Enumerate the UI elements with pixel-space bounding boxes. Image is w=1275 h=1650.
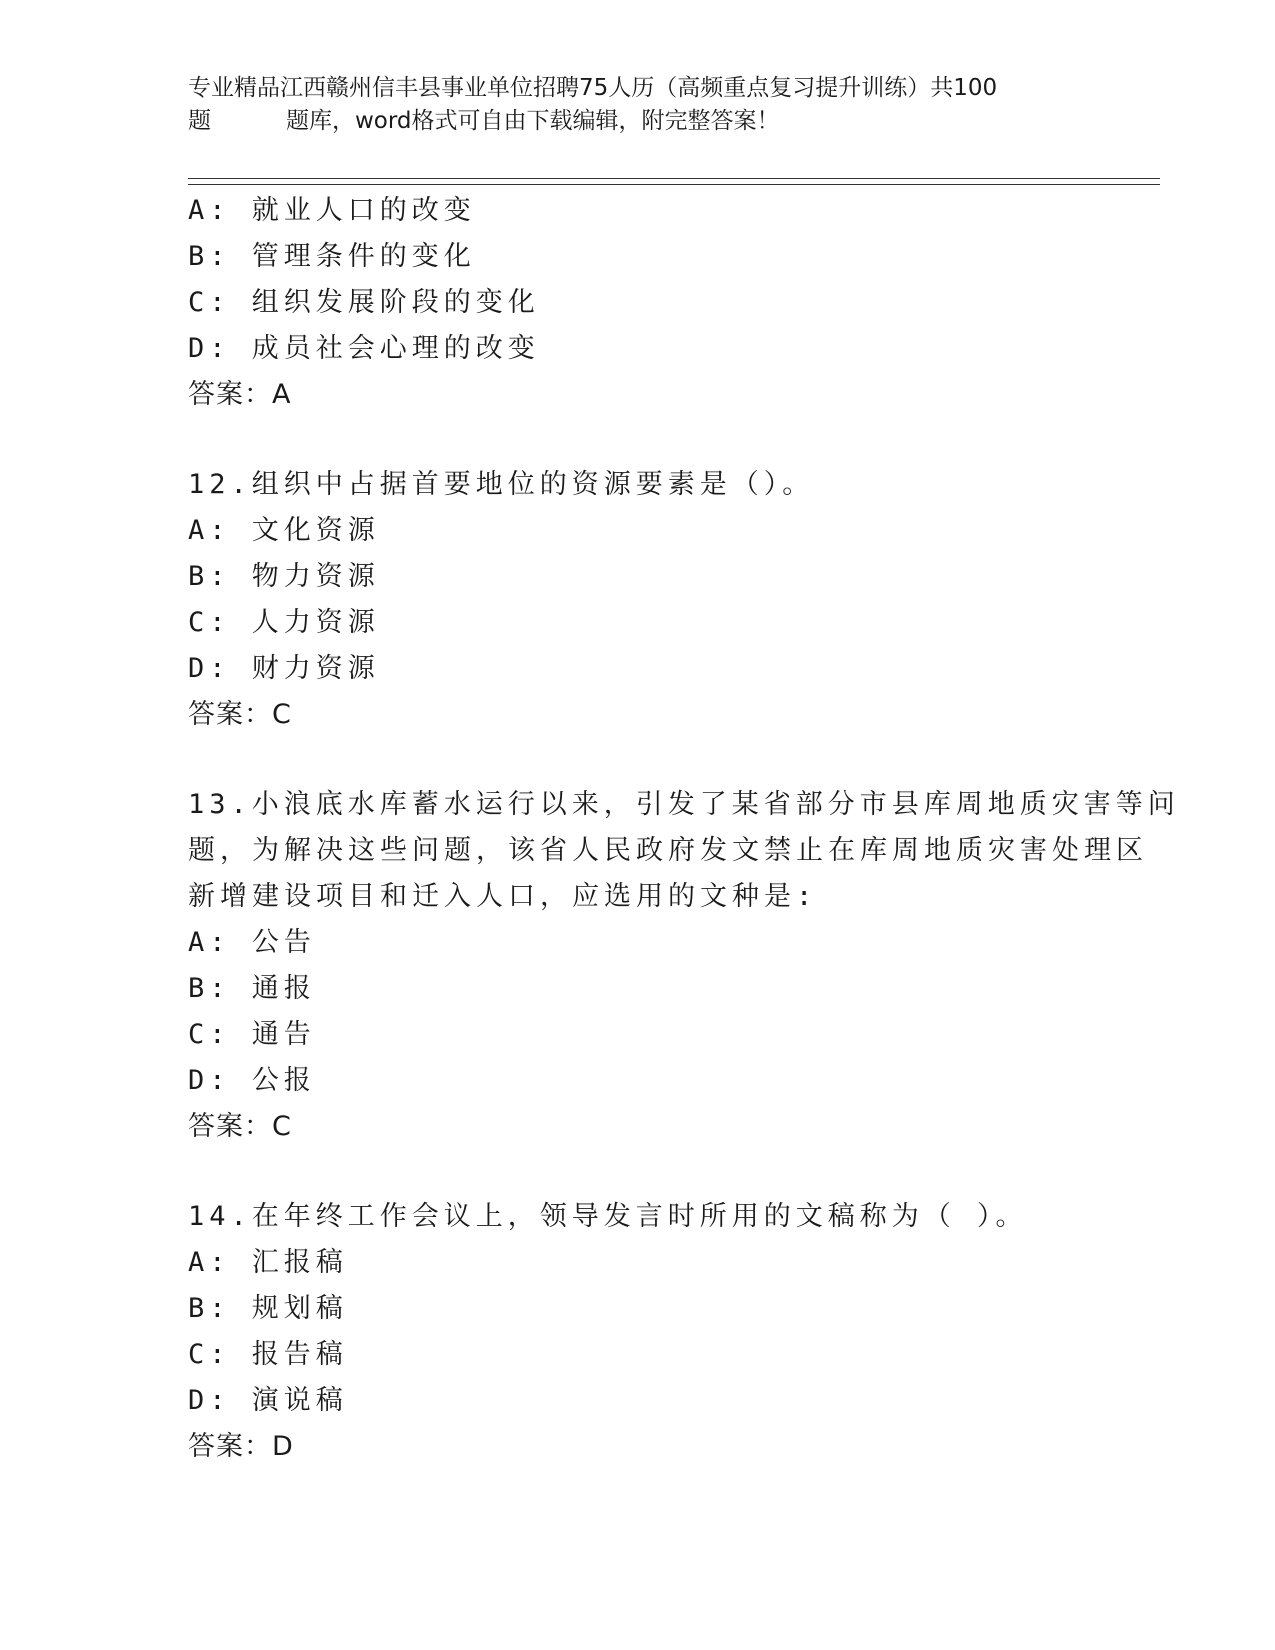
option-d: D: 演说稿 — [188, 1385, 348, 1416]
header-title-line2-left: 题 — [188, 108, 211, 134]
question-text: 12.组织中占据首要地位的资源要素是（）。 — [188, 469, 815, 500]
option-a: A: 公告 — [188, 927, 316, 958]
header-divider — [188, 178, 1160, 185]
option-b: B: 物力资源 — [188, 561, 380, 592]
answer-line: 答案：C — [188, 699, 292, 730]
option-c: C: 组织发展阶段的变化 — [188, 287, 540, 318]
option-c: C: 人力资源 — [188, 607, 380, 638]
answer-line: 答案：A — [188, 379, 292, 410]
option-a: A: 就业人口的改变 — [188, 195, 476, 226]
option-a: A: 汇报稿 — [188, 1247, 348, 1278]
option-c: C: 报告稿 — [188, 1339, 348, 1370]
question-item — [188, 782, 1180, 1150]
question-text: 14.在年终工作会议上，领导发言时所用的文稿称为（ ）。 — [188, 1201, 1028, 1232]
option-b: B: 通报 — [188, 973, 316, 1004]
header-title-line2 — [188, 105, 1088, 138]
question-item — [188, 462, 1088, 738]
question-text: 新增建设项目和迁入人口，应选用的文种是: — [188, 881, 818, 912]
option-a: A: 文化资源 — [188, 515, 380, 546]
question-item — [188, 188, 1088, 418]
answer-line: 答案：C — [188, 1111, 292, 1142]
question-text: 13.小浪底水库蓄水运行以来，引发了某省部分市县库周地质灾害等问 — [188, 789, 1180, 820]
question-item — [188, 1194, 1088, 1470]
question-list — [188, 188, 1180, 1470]
option-d: D: 公报 — [188, 1065, 316, 1096]
option-d: D: 成员社会心理的改变 — [188, 333, 540, 364]
header-title-line1: 专业精品江西赣州信丰县事业单位招聘75人历（高频重点复习提升训练）共100 — [188, 75, 998, 101]
answer-line: 答案：D — [188, 1431, 294, 1462]
option-c: C: 通告 — [188, 1019, 316, 1050]
question-text: 题，为解决这些问题，该省人民政府发文禁止在库周地质灾害处理区 — [188, 835, 1148, 866]
header-title-line2-right: 题库，word格式可自由下载编辑，附完整答案！ — [286, 108, 780, 134]
option-d: D: 财力资源 — [188, 653, 380, 684]
option-b: B: 规划稿 — [188, 1293, 348, 1324]
option-b: B: 管理条件的变化 — [188, 241, 476, 272]
page-header — [188, 72, 1088, 138]
